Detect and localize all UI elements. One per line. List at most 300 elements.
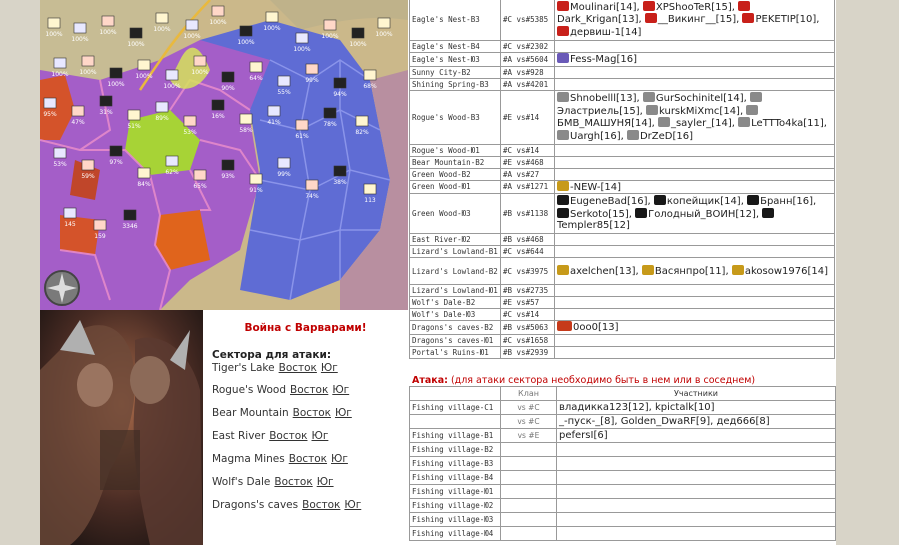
sector-row: [410, 194, 835, 234]
clan-emblem-icon: [732, 265, 744, 275]
war-sector-row: [212, 406, 408, 429]
sector-ownership-label: 99%: [305, 77, 319, 84]
attack-clan: [501, 527, 557, 541]
clan-emblem-icon: [658, 117, 670, 127]
sector-clan: #C vs#5385: [501, 0, 555, 41]
sector-row: [410, 246, 835, 258]
member-link[interactable]: -NEW-[14]: [570, 181, 622, 193]
attack-row: [410, 443, 836, 457]
sector-emblem-icon[interactable]: [266, 12, 278, 22]
attack-members[interactable]: [557, 471, 836, 485]
sector-emblem-icon[interactable]: [72, 106, 84, 116]
sector-clan: #C vs#14: [501, 309, 555, 321]
attack-row: [410, 415, 836, 429]
sector-ownership-label: 61%: [295, 133, 309, 140]
sector-row: [410, 144, 835, 156]
sector-ownership-label: 68%: [363, 83, 377, 90]
sector-name: Eagle's Nest-В3: [410, 0, 501, 41]
sector-ownership-label: 74%: [305, 193, 319, 200]
sector-emblem-icon[interactable]: [278, 158, 290, 168]
member-link[interactable]: PEKETIP[10],: [755, 14, 820, 26]
attack-sector-name: [410, 415, 501, 429]
sector-ownership-label: 89%: [155, 115, 169, 122]
attack-sector-name: Fishing village-В2: [410, 443, 501, 457]
attack-south-link[interactable]: Юг: [316, 476, 334, 488]
member-link[interactable]: Moulinari[14],: [570, 1, 643, 13]
sectors-table: [409, 0, 835, 359]
sector-members: [555, 246, 835, 258]
sector-emblem-icon[interactable]: [100, 96, 112, 106]
sector-row: [410, 90, 835, 144]
member-link[interactable]: axelchen[13],: [570, 265, 642, 277]
sector-clan: #A vs#5604: [501, 53, 555, 67]
member-link[interactable]: дервиш-1[14]: [570, 26, 642, 38]
attack-heading: Атака: (для атаки сектора необходимо быть в нем или в соседнем): [412, 375, 756, 386]
sector-clan: #B vs#1138: [501, 194, 555, 234]
sector-row: [410, 346, 835, 358]
attack-clan: [501, 443, 557, 457]
sector-emblem-icon[interactable]: [250, 62, 262, 72]
sector-ownership-label: 100%: [209, 19, 227, 26]
clan-emblem-icon: [635, 208, 647, 218]
sector-clan: #E vs#57: [501, 297, 555, 309]
sector-emblem-icon[interactable]: [156, 13, 168, 23]
sector-ownership-label: 100%: [79, 69, 97, 76]
war-title: Война с Варварами!: [244, 322, 367, 334]
sector-emblem-icon[interactable]: [378, 18, 390, 28]
war-sector-name: Bear Mountain: [212, 407, 289, 419]
attack-south-link[interactable]: Юг: [344, 499, 362, 511]
attack-sector-name: Fishing village-В4: [410, 471, 501, 485]
sector-ownership-label: 16%: [211, 113, 225, 120]
attack-row: [410, 485, 836, 499]
sector-ownership-label: 59%: [81, 173, 95, 180]
barbarian-artwork: [40, 310, 203, 545]
war-sector-row: [212, 429, 408, 452]
sector-clan: #B vs#468: [501, 234, 555, 246]
sector-emblem-icon[interactable]: [48, 18, 60, 28]
attack-row: [410, 429, 836, 443]
sector-emblem-icon[interactable]: [212, 100, 224, 110]
clan-emblem-icon: [643, 1, 655, 11]
sector-ownership-label: 145: [64, 221, 76, 228]
sector-ownership-label: 100%: [127, 41, 145, 48]
sector-emblem-icon[interactable]: [356, 116, 368, 126]
clan-column-header: Клан: [501, 387, 557, 401]
sectors-to-attack-label: Сектора для атаки:: [212, 349, 332, 361]
war-sector-name: Rogue's Wood: [212, 384, 287, 396]
clan-emblem-icon: [762, 208, 774, 218]
sector-ownership-label: 100%: [135, 73, 153, 80]
member-link[interactable]: Dark_Krigan[13],: [557, 14, 645, 26]
member-link[interactable]: akosow1976[14]: [744, 265, 828, 277]
attack-row: [410, 527, 836, 541]
attack-east-link[interactable]: Восток: [274, 476, 313, 488]
clan-emblem-icon: [643, 92, 655, 102]
war-sector-name: Dragons's caves: [212, 499, 299, 511]
sector-emblem-icon[interactable]: [324, 20, 336, 30]
attack-sector-name: Fishing village-В1: [410, 429, 501, 443]
sector-members: [555, 66, 835, 78]
attack-sector-name: Fishing village-C1: [410, 401, 501, 415]
member-link[interactable]: _sayler_[14],: [670, 118, 739, 130]
clan-emblem-icon: [742, 13, 754, 23]
sector-name: Green Wood-Ю3: [410, 194, 501, 234]
member-link[interactable]: LeTTTo4ka[11],: [751, 118, 827, 130]
world-map[interactable]: [40, 0, 408, 310]
sector-members: [555, 0, 835, 41]
sector-ownership-label: 100%: [237, 39, 255, 46]
sector-emblem-icon[interactable]: [194, 170, 206, 180]
sector-row: [410, 53, 835, 67]
sector-emblem-icon[interactable]: [128, 110, 140, 120]
sector-row: [410, 78, 835, 90]
sector-members: [555, 168, 835, 180]
sector-emblem-icon[interactable]: [306, 180, 318, 190]
clan-emblem-icon: [646, 105, 658, 115]
sector-name: Rogue's Wood-Ю1: [410, 144, 501, 156]
war-sector-name: Tiger's Lake: [212, 362, 275, 374]
sector-ownership-label: 55%: [277, 89, 291, 96]
sector-ownership-label: 113: [364, 197, 376, 204]
sector-ownership-label: 78%: [323, 121, 337, 128]
attack-south-link[interactable]: Юг: [320, 362, 338, 374]
sector-emblem-icon[interactable]: [138, 60, 150, 70]
sector-emblem-icon[interactable]: [124, 210, 136, 220]
sector-emblem-icon[interactable]: [222, 160, 234, 170]
sector-ownership-label: 47%: [71, 119, 85, 126]
sector-emblem-icon[interactable]: [364, 70, 376, 80]
sector-emblem-icon[interactable]: [74, 23, 86, 33]
sector-emblem-icon[interactable]: [194, 56, 206, 66]
clan-emblem-icon: [557, 195, 569, 205]
attack-row: [410, 401, 836, 415]
sector-ownership-label: 65%: [193, 183, 207, 190]
sector-ownership-label: 100%: [375, 31, 393, 38]
clan-emblem-icon: [645, 13, 657, 23]
attack-east-link[interactable]: Восток: [292, 407, 331, 419]
sector-members: [555, 156, 835, 168]
sector-members: [555, 334, 835, 346]
sector-emblem-icon[interactable]: [278, 76, 290, 86]
member-link[interactable]: Васянпро[11],: [654, 265, 732, 277]
sector-members: [555, 194, 835, 234]
clan-emblem-icon: [738, 117, 750, 127]
sector-ownership-label: 97%: [109, 159, 123, 166]
war-sector-row: [212, 498, 408, 521]
member-link[interactable]: Uargh[16],: [570, 130, 627, 142]
attack-sector-name: Fishing village-Ю3: [410, 513, 501, 527]
sector-clan: #B vs#2735: [501, 285, 555, 297]
sector-emblem-icon[interactable]: [250, 174, 262, 184]
member-link[interactable]: XPShooTeR[15],: [655, 1, 739, 13]
sector-members: [555, 53, 835, 67]
attack-members[interactable]: [557, 527, 836, 541]
attack-south-link[interactable]: Юг: [311, 430, 329, 442]
sector-ownership-label: 94%: [333, 91, 347, 98]
attack-east-link[interactable]: Восток: [269, 430, 308, 442]
member-link[interactable]: Fess-Mag[16]: [570, 54, 638, 65]
sector-name: Bear Mountain-В2: [410, 156, 501, 168]
sector-emblem-icon[interactable]: [110, 146, 122, 156]
sector-ownership-label: 64%: [249, 75, 263, 82]
sector-clan: #C vs#3975: [501, 258, 555, 285]
war-sector-row: [212, 452, 408, 475]
sector-name: Wolf's Dale-В2: [410, 297, 501, 309]
sector-row: [410, 180, 835, 194]
sector-emblem-icon[interactable]: [102, 16, 114, 26]
attack-sector-name: Fishing village-Ю2: [410, 499, 501, 513]
attack-members[interactable]: [557, 513, 836, 527]
clan-emblem-icon: [557, 208, 569, 218]
game-frame: [40, 0, 836, 545]
sector-ownership-label: 100%: [45, 31, 63, 38]
clan-emblem-icon: [738, 1, 750, 11]
sector-members: [555, 297, 835, 309]
attack-clan: [501, 499, 557, 513]
sector-clan: #A vs#928: [501, 66, 555, 78]
sector-emblem-icon[interactable]: [166, 70, 178, 80]
sector-name: Wolf's Dale-Ю3: [410, 309, 501, 321]
sector-name: Dragons's caves-Ю1: [410, 334, 501, 346]
sector-clan: #B vs#5063: [501, 321, 555, 335]
attack-row: [410, 513, 836, 527]
attack-clan: vs #E: [501, 429, 557, 443]
sector-name: Shining Spring-В3: [410, 78, 501, 90]
member-link[interactable]: __Викинг__[15],: [657, 14, 743, 26]
sector-row: [410, 41, 835, 53]
member-link[interactable]: Serkoto[15],: [570, 208, 636, 220]
attack-members[interactable]: [557, 499, 836, 513]
attack-clan: vs #C: [501, 401, 557, 415]
sector-emblem-icon[interactable]: [212, 6, 224, 16]
sector-ownership-label: 100%: [99, 29, 117, 36]
sector-row: [410, 156, 835, 168]
attack-south-link[interactable]: Юг: [331, 453, 348, 465]
sector-row: [410, 66, 835, 78]
clan-emblem-icon: [746, 105, 758, 115]
attack-row: [410, 457, 836, 471]
clan-emblem-icon: [557, 130, 569, 140]
attack-members[interactable]: pefersI[6]: [557, 429, 836, 443]
clan-emblem-icon: [557, 92, 569, 102]
sector-members: [555, 234, 835, 246]
sector-members: [555, 90, 835, 144]
sector-ownership-label: 82%: [355, 129, 369, 136]
war-sector-row: [212, 383, 408, 406]
attack-table: [409, 386, 836, 541]
sector-name: Lizard's Lowland-В2: [410, 258, 501, 285]
member-link[interactable]: GurSochinitel[14],: [655, 92, 751, 104]
map-canvas[interactable]: [40, 0, 408, 310]
sector-ownership-label: 51%: [127, 123, 141, 130]
sector-name: Rogue's Wood-В3: [410, 90, 501, 144]
sector-row: [410, 0, 835, 41]
sector-members: [555, 321, 835, 335]
attack-members[interactable]: _-пуск-_[8], Golden_DwaRF[9], дед666[8]: [557, 415, 836, 429]
clan-emblem-icon: [654, 195, 666, 205]
clan-emblem-icon: [747, 195, 759, 205]
sector-ownership-label: 31%: [99, 109, 113, 116]
sector-emblem-icon[interactable]: [184, 116, 196, 126]
attack-south-link[interactable]: Юг: [332, 384, 350, 396]
sector-name: Lizard's Lowland-В1: [410, 246, 501, 258]
sector-ownership-label: 3346: [122, 223, 138, 230]
sector-ownership-label: 100%: [71, 36, 89, 43]
sector-emblem-icon[interactable]: [268, 106, 280, 116]
sector-emblem-icon[interactable]: [186, 20, 198, 30]
sector-clan: #A vs#1271: [501, 180, 555, 194]
sector-emblem-icon[interactable]: [130, 28, 142, 38]
sector-name: East River-Ю2: [410, 234, 501, 246]
sector-emblem-icon[interactable]: [110, 68, 122, 78]
sector-members: [555, 285, 835, 297]
sector-emblem-icon[interactable]: [306, 64, 318, 74]
attack-header-row: [410, 387, 836, 401]
member-link[interactable]: Бранн[16],: [760, 196, 817, 208]
sector-clan: #C vs#2302: [501, 41, 555, 53]
sector-emblem-icon[interactable]: [296, 120, 308, 130]
war-sector-row: [212, 475, 408, 498]
sector-ownership-label: 90%: [221, 85, 235, 92]
attack-south-link[interactable]: Юг: [334, 407, 352, 419]
sector-ownership-label: 95%: [43, 111, 57, 118]
attack-east-link[interactable]: Восток: [302, 499, 341, 511]
sector-ownership-label: 100%: [349, 41, 367, 48]
sector-clan: #A vs#4201: [501, 78, 555, 90]
sector-ownership-label: 100%: [51, 71, 69, 78]
sector-name: Green Wood-В2: [410, 168, 501, 180]
sector-emblem-icon[interactable]: [352, 28, 364, 38]
clan-emblem-icon: [557, 265, 569, 275]
sector-emblem-icon[interactable]: [296, 33, 308, 43]
sector-clan: #C vs#644: [501, 246, 555, 258]
attack-row: [410, 471, 836, 485]
war-sector-name: East River: [212, 430, 266, 442]
sector-emblem-icon[interactable]: [54, 148, 66, 158]
sector-emblem-icon[interactable]: [94, 220, 106, 230]
member-link[interactable]: Shnobelll[13],: [570, 92, 643, 104]
sector-members: [555, 78, 835, 90]
sector-emblem-icon[interactable]: [334, 166, 346, 176]
members-column-header: Участники: [557, 387, 836, 401]
clan-sectors-panel: [409, 0, 836, 545]
sector-ownership-label: 100%: [153, 26, 171, 33]
sector-row: [410, 285, 835, 297]
sector-ownership-label: 38%: [333, 179, 347, 186]
sector-name: Eagle's Nest-В4: [410, 41, 501, 53]
member-link[interactable]: Голодный_ВОИН[12],: [648, 208, 763, 220]
sector-ownership-label: 100%: [191, 69, 209, 76]
clan-emblem-icon: [557, 26, 569, 36]
sector-row: [410, 297, 835, 309]
sector-row: [410, 309, 835, 321]
barbarian-war-panel: [203, 310, 408, 545]
attack-clan: [501, 471, 557, 485]
attack-east-link[interactable]: Восток: [290, 384, 329, 396]
war-sector-name: Magma Mines: [212, 453, 285, 465]
member-link[interactable]: копейщик[14],: [666, 196, 748, 208]
clan-emblem-icon: [557, 321, 572, 331]
sector-ownership-label: 58%: [239, 127, 253, 134]
sector-clan: #E vs#468: [501, 156, 555, 168]
sector-ownership-label: 53%: [53, 161, 67, 168]
sector-row: [410, 334, 835, 346]
sector-ownership-label: 84%: [137, 181, 151, 188]
attack-members[interactable]: [557, 485, 836, 499]
sector-emblem-icon[interactable]: [240, 114, 252, 124]
attack-clan: vs #C: [501, 415, 557, 429]
clan-emblem-icon: [627, 130, 639, 140]
sector-emblem-icon[interactable]: [240, 26, 252, 36]
sector-emblem-icon[interactable]: [82, 160, 94, 170]
sector-ownership-label: 62%: [165, 169, 179, 176]
sector-ownership-label: 100%: [183, 33, 201, 40]
sector-emblem-icon[interactable]: [166, 156, 178, 166]
sector-emblem-icon[interactable]: [64, 208, 76, 218]
sector-emblem-icon[interactable]: [334, 78, 346, 88]
attack-east-link[interactable]: Восток: [288, 453, 328, 465]
attack-members[interactable]: владикка123[12], kpictalk[10]: [557, 401, 836, 415]
sector-members: [555, 346, 835, 358]
sector-name: Sunny City-В2: [410, 66, 501, 78]
sector-emblem-icon[interactable]: [44, 98, 56, 108]
sector-emblem-icon[interactable]: [156, 102, 168, 112]
sector-emblem-icon[interactable]: [222, 72, 234, 82]
sector-name: Lizard's Lowland-Ю1: [410, 285, 501, 297]
member-link[interactable]: kurskMiXmc[14],: [659, 105, 747, 117]
sector-members: [555, 144, 835, 156]
sector-clan: #E vs#14: [501, 90, 555, 144]
sector-members: [555, 309, 835, 321]
member-link[interactable]: Эластриель[15],: [557, 105, 646, 117]
sector-clan: #C vs#14: [501, 144, 555, 156]
attack-clan: [501, 513, 557, 527]
attack-east-link[interactable]: Восток: [278, 362, 317, 374]
sector-emblem-icon[interactable]: [324, 108, 336, 118]
sector-emblem-icon[interactable]: [138, 168, 150, 178]
sector-clan: #B vs#2939: [501, 346, 555, 358]
sector-emblem-icon[interactable]: [54, 58, 66, 68]
sector-ownership-label: 93%: [221, 173, 235, 180]
sector-ownership-label: 100%: [163, 83, 181, 90]
attack-clan: [501, 457, 557, 471]
war-sector-name: Wolf's Dale: [212, 476, 271, 488]
attack-members[interactable]: [557, 457, 836, 471]
sector-members: [555, 41, 835, 53]
member-link[interactable]: DrZeD[16]: [639, 130, 693, 142]
member-link[interactable]: 0oo0[13]: [573, 322, 619, 334]
member-link[interactable]: EugeneBad[16],: [570, 196, 654, 208]
sector-ownership-label: 41%: [267, 119, 281, 126]
clan-emblem-icon: [642, 265, 654, 275]
attack-sector-name: Fishing village-В3: [410, 457, 501, 471]
attack-members[interactable]: [557, 443, 836, 457]
sector-members: [555, 258, 835, 285]
attack-sector-name: Fishing village-Ю4: [410, 527, 501, 541]
clan-emblem-icon: [557, 1, 569, 11]
sector-ownership-label: 159: [94, 233, 106, 240]
sector-name: Dragons's caves-В2: [410, 321, 501, 335]
sector-emblem-icon[interactable]: [82, 56, 94, 66]
sector-emblem-icon[interactable]: [364, 184, 376, 194]
member-link[interactable]: БМВ_МАШУНЯ[14],: [557, 118, 658, 130]
sector-row: [410, 168, 835, 180]
attack-clan: [501, 485, 557, 499]
sector-clan: #A vs#27: [501, 168, 555, 180]
attack-row: [410, 499, 836, 513]
member-link[interactable]: Templer85[12]: [557, 220, 630, 232]
